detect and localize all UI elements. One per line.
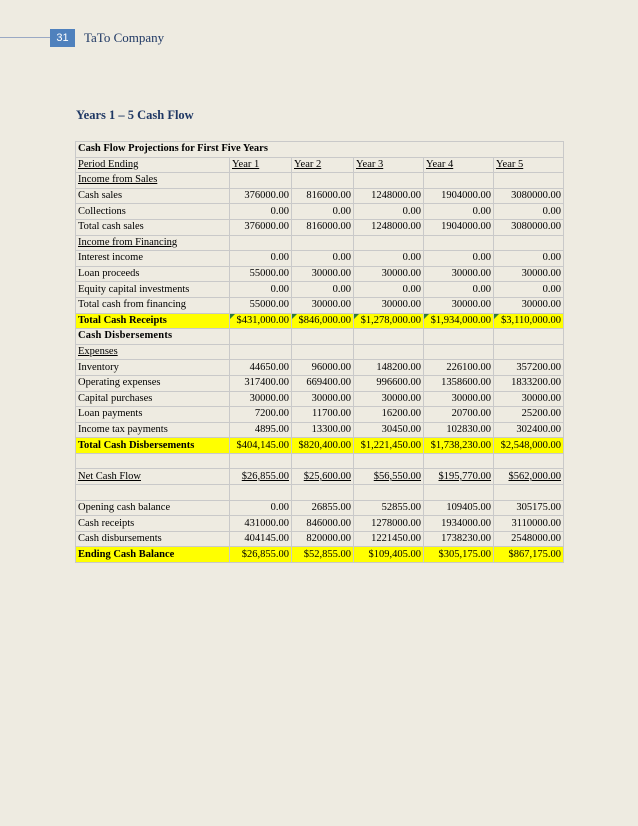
value-cell: [494, 516, 564, 532]
value-text: 0.00: [332, 252, 351, 264]
value-cell: [230, 297, 292, 313]
value-text: 102830.00: [446, 423, 491, 435]
expenses-heading: [76, 344, 564, 360]
row-label: Net Cash Flow: [76, 469, 230, 485]
value-cell: [424, 360, 494, 376]
value-text: 317400.00: [244, 377, 289, 389]
value-text: 1248000.00: [371, 190, 421, 202]
empty-cell: [292, 344, 354, 360]
row-total-cash-receipts: [76, 313, 564, 329]
value-text: $305,175.00: [438, 548, 491, 560]
value-text: 30450.00: [381, 423, 421, 435]
empty-cell: [424, 344, 494, 360]
table-title: Cash Flow Projections for First Five Years: [76, 142, 564, 158]
value-cell: [354, 531, 424, 547]
value-text: $404,145.00: [236, 439, 289, 451]
value-cell: [292, 500, 354, 516]
value-cell: [230, 282, 292, 298]
value-cell: [424, 469, 494, 485]
value-text: 669400.00: [306, 377, 351, 389]
value-cell: [494, 407, 564, 423]
year-header: Year 2: [292, 157, 354, 173]
row-label: Loan payments: [76, 407, 230, 423]
empty-cell: [494, 485, 564, 501]
year-header: Year 4: [424, 157, 494, 173]
row-label: Capital purchases: [76, 391, 230, 407]
value-cell: [230, 188, 292, 204]
row-collections: [76, 204, 564, 220]
value-cell: [230, 375, 292, 391]
value-text: 30000.00: [521, 268, 561, 280]
value-text: 0.00: [332, 283, 351, 295]
row-label: Ending Cash Balance: [76, 547, 230, 563]
row-equity-capital: [76, 282, 564, 298]
value-text: 3080000.00: [511, 221, 561, 233]
empty-cell: [292, 453, 354, 469]
value-cell: [230, 547, 292, 563]
value-text: $562,000.00: [508, 470, 561, 482]
value-cell: [424, 188, 494, 204]
empty-cell: [76, 485, 230, 501]
value-text: $1,221,450.00: [360, 439, 421, 451]
row-blank-1: [76, 453, 564, 469]
empty-cell: [354, 453, 424, 469]
value-cell: [230, 313, 292, 329]
value-cell: [230, 251, 292, 267]
row-label: Cash receipts: [76, 516, 230, 532]
empty-cell: [354, 344, 424, 360]
empty-cell: [76, 453, 230, 469]
value-text: $25,600.00: [303, 470, 351, 482]
value-cell: [424, 266, 494, 282]
value-cell: [292, 204, 354, 220]
value-cell: [230, 469, 292, 485]
row-ending-balance: [76, 547, 564, 563]
row-total-financing: [76, 297, 564, 313]
value-text: $2,548,000.00: [500, 439, 561, 451]
value-text: 25200.00: [521, 408, 561, 420]
empty-cell: [230, 344, 292, 360]
empty-cell: [494, 173, 564, 189]
row-label: Total Cash Disbersements: [76, 438, 230, 454]
row-operating-expenses: [76, 375, 564, 391]
value-cell: [230, 438, 292, 454]
value-text: 20700.00: [451, 408, 491, 420]
period-header-row: [76, 157, 564, 173]
row-label: Interest income: [76, 251, 230, 267]
value-text: 1934000.00: [441, 517, 491, 529]
empty-cell: [494, 329, 564, 345]
row-loan-payments: [76, 407, 564, 423]
row-label: Collections: [76, 204, 230, 220]
value-cell: [230, 407, 292, 423]
value-text: 0.00: [542, 205, 561, 217]
comment-marker-icon: [494, 314, 499, 319]
comment-marker-icon: [354, 314, 359, 319]
year-header: Year 5: [494, 157, 564, 173]
value-cell: [292, 391, 354, 407]
value-cell: [424, 219, 494, 235]
value-cell: [424, 422, 494, 438]
value-cell: [354, 516, 424, 532]
value-cell: [230, 219, 292, 235]
value-text: 0.00: [402, 205, 421, 217]
value-text: 2548000.00: [511, 533, 561, 545]
value-cell: [494, 204, 564, 220]
value-text: 3110000.00: [511, 517, 561, 529]
value-text: 52855.00: [381, 501, 421, 513]
value-text: 0.00: [402, 283, 421, 295]
disbursements-heading: [76, 329, 564, 345]
value-cell: [424, 391, 494, 407]
value-text: $56,550.00: [373, 470, 421, 482]
value-cell: [292, 547, 354, 563]
empty-cell: [354, 173, 424, 189]
value-text: 431000.00: [244, 517, 289, 529]
value-text: $26,855.00: [241, 548, 289, 560]
value-text: 13300.00: [311, 423, 351, 435]
value-cell: [230, 500, 292, 516]
value-text: $846,000.00: [298, 314, 351, 326]
value-cell: [424, 547, 494, 563]
value-text: 0.00: [472, 205, 491, 217]
value-cell: [494, 313, 564, 329]
value-cell: [354, 297, 424, 313]
value-cell: [354, 500, 424, 516]
row-cash-disbursements: [76, 531, 564, 547]
row-capital-purchases: [76, 391, 564, 407]
value-cell: [494, 360, 564, 376]
value-cell: [354, 282, 424, 298]
value-cell: [292, 251, 354, 267]
value-cell: [494, 531, 564, 547]
empty-cell: [424, 485, 494, 501]
value-cell: [230, 204, 292, 220]
value-text: $26,855.00: [241, 470, 289, 482]
page-header: [0, 29, 638, 47]
value-cell: [424, 500, 494, 516]
empty-cell: [494, 453, 564, 469]
row-label: Total cash from financing: [76, 297, 230, 313]
row-opening-balance: [76, 500, 564, 516]
row-net-cash-flow: [76, 469, 564, 485]
row-label: Total cash sales: [76, 219, 230, 235]
value-text: 1833200.00: [511, 377, 561, 389]
empty-cell: [292, 485, 354, 501]
section-title: Years 1 – 5 Cash Flow: [76, 108, 194, 122]
comment-marker-icon: [230, 314, 235, 319]
value-text: $3,110,000.00: [501, 314, 561, 326]
value-text: 404145.00: [244, 533, 289, 545]
value-text: $52,855.00: [303, 548, 351, 560]
value-text: 305175.00: [516, 501, 561, 513]
value-cell: [292, 282, 354, 298]
value-text: 30000.00: [451, 268, 491, 280]
value-text: 0.00: [270, 205, 289, 217]
value-cell: [424, 313, 494, 329]
value-text: 55000.00: [249, 299, 289, 311]
value-text: 26855.00: [311, 501, 351, 513]
value-cell: [494, 251, 564, 267]
value-cell: [354, 313, 424, 329]
value-cell: [292, 313, 354, 329]
empty-cell: [424, 329, 494, 345]
year-header: Year 1: [230, 157, 292, 173]
value-text: $867,175.00: [508, 548, 561, 560]
value-text: 0.00: [402, 252, 421, 264]
value-text: 1358600.00: [441, 377, 491, 389]
value-cell: [354, 204, 424, 220]
value-cell: [292, 219, 354, 235]
row-label: Loan proceeds: [76, 266, 230, 282]
value-text: 44650.00: [249, 361, 289, 373]
empty-cell: [424, 235, 494, 251]
row-label: Cash disbursements: [76, 531, 230, 547]
empty-cell: [494, 235, 564, 251]
empty-cell: [354, 329, 424, 345]
value-text: $1,738,230.00: [430, 439, 491, 451]
value-text: 996600.00: [376, 377, 421, 389]
empty-cell: [292, 329, 354, 345]
empty-cell: [230, 329, 292, 345]
value-text: $820,400.00: [298, 439, 351, 451]
expenses-heading-label: Expenses: [76, 344, 230, 360]
row-blank-2: [76, 485, 564, 501]
value-text: 30000.00: [381, 392, 421, 404]
value-text: 0.00: [270, 252, 289, 264]
value-text: 148200.00: [376, 361, 421, 373]
value-cell: [494, 469, 564, 485]
value-cell: [354, 360, 424, 376]
value-cell: [354, 422, 424, 438]
value-text: 376000.00: [244, 190, 289, 202]
value-text: 11700.00: [312, 408, 351, 420]
value-cell: [354, 438, 424, 454]
value-cell: [292, 266, 354, 282]
value-text: 30000.00: [311, 268, 351, 280]
value-cell: [354, 547, 424, 563]
table-title: [76, 142, 564, 158]
value-text: 30000.00: [451, 299, 491, 311]
value-text: 30000.00: [521, 392, 561, 404]
value-cell: [424, 204, 494, 220]
value-cell: [230, 531, 292, 547]
income-sales-heading-label: Income from Sales: [76, 173, 230, 189]
value-cell: [494, 500, 564, 516]
income-financing-heading: [76, 235, 564, 251]
value-cell: [424, 282, 494, 298]
value-cell: [230, 266, 292, 282]
empty-cell: [424, 453, 494, 469]
value-cell: [354, 188, 424, 204]
row-label: Income tax payments: [76, 422, 230, 438]
value-text: 816000.00: [306, 221, 351, 233]
value-text: 0.00: [332, 205, 351, 217]
comment-marker-icon: [292, 314, 297, 319]
empty-cell: [424, 173, 494, 189]
value-cell: [292, 407, 354, 423]
row-cash-receipts: [76, 516, 564, 532]
value-text: 820000.00: [306, 533, 351, 545]
value-text: $1,278,000.00: [360, 314, 421, 326]
value-text: 30000.00: [311, 299, 351, 311]
value-text: $195,770.00: [438, 470, 491, 482]
value-text: 1738230.00: [441, 533, 491, 545]
value-text: 357200.00: [516, 361, 561, 373]
row-inventory: [76, 360, 564, 376]
value-cell: [494, 188, 564, 204]
value-cell: [354, 469, 424, 485]
row-label: Inventory: [76, 360, 230, 376]
value-text: 0.00: [472, 283, 491, 295]
value-text: 30000.00: [451, 392, 491, 404]
value-cell: [494, 438, 564, 454]
value-text: 4895.00: [254, 423, 289, 435]
value-cell: [424, 407, 494, 423]
value-cell: [292, 188, 354, 204]
value-text: 0.00: [542, 283, 561, 295]
value-cell: [494, 297, 564, 313]
value-cell: [494, 391, 564, 407]
value-text: 376000.00: [244, 221, 289, 233]
value-text: 30000.00: [521, 299, 561, 311]
empty-cell: [230, 485, 292, 501]
value-cell: [292, 516, 354, 532]
value-text: 1904000.00: [441, 190, 491, 202]
value-text: 0.00: [270, 501, 289, 513]
value-cell: [354, 251, 424, 267]
row-total-disbursements: [76, 438, 564, 454]
value-cell: [424, 531, 494, 547]
value-cell: [424, 375, 494, 391]
value-cell: [292, 438, 354, 454]
value-text: 30000.00: [249, 392, 289, 404]
empty-cell: [354, 485, 424, 501]
value-cell: [292, 360, 354, 376]
value-cell: [354, 375, 424, 391]
empty-cell: [230, 235, 292, 251]
value-text: 16200.00: [381, 408, 421, 420]
value-text: 30000.00: [381, 299, 421, 311]
value-text: 1904000.00: [441, 221, 491, 233]
year-header: Year 3: [354, 157, 424, 173]
value-text: 7200.00: [254, 408, 289, 420]
value-cell: [354, 219, 424, 235]
value-cell: [292, 422, 354, 438]
value-cell: [424, 251, 494, 267]
row-label: Equity capital investments: [76, 282, 230, 298]
period-ending-label: Period Ending: [76, 157, 230, 173]
value-cell: [494, 547, 564, 563]
value-cell: [424, 438, 494, 454]
value-cell: [292, 531, 354, 547]
value-cell: [494, 422, 564, 438]
value-cell: [292, 469, 354, 485]
value-cell: [494, 375, 564, 391]
value-text: 0.00: [472, 252, 491, 264]
income-financing-heading-label: Income from Financing: [76, 235, 230, 251]
value-text: $431,000.00: [236, 314, 289, 326]
row-income-tax: [76, 422, 564, 438]
disbursements-heading-label: Cash Disbersements: [76, 329, 230, 345]
value-cell: [424, 297, 494, 313]
value-cell: [354, 391, 424, 407]
page-number: 31: [50, 29, 75, 47]
empty-cell: [230, 173, 292, 189]
row-total-cash-sales: [76, 219, 564, 235]
value-cell: [494, 219, 564, 235]
value-text: 0.00: [270, 283, 289, 295]
value-text: 3080000.00: [511, 190, 561, 202]
row-label: Cash sales: [76, 188, 230, 204]
value-cell: [230, 360, 292, 376]
comment-marker-icon: [424, 314, 429, 319]
value-text: 1278000.00: [371, 517, 421, 529]
row-cash-sales: [76, 188, 564, 204]
value-text: 846000.00: [306, 517, 351, 529]
value-cell: [354, 407, 424, 423]
value-text: 96000.00: [311, 361, 351, 373]
value-cell: [230, 391, 292, 407]
value-cell: [494, 266, 564, 282]
row-loan-proceeds: [76, 266, 564, 282]
value-cell: [292, 375, 354, 391]
value-cell: [230, 516, 292, 532]
empty-cell: [354, 235, 424, 251]
row-label: Opening cash balance: [76, 500, 230, 516]
value-text: $1,934,000.00: [430, 314, 491, 326]
value-text: $109,405.00: [368, 548, 421, 560]
value-text: 1221450.00: [371, 533, 421, 545]
value-text: 302400.00: [516, 423, 561, 435]
value-cell: [424, 516, 494, 532]
empty-cell: [292, 173, 354, 189]
row-label: Operating expenses: [76, 375, 230, 391]
company-name: TaTo Company: [84, 30, 165, 45]
value-text: 0.00: [542, 252, 561, 264]
value-cell: [292, 297, 354, 313]
empty-cell: [230, 453, 292, 469]
row-interest-income: [76, 251, 564, 267]
empty-cell: [494, 344, 564, 360]
value-text: 1248000.00: [371, 221, 421, 233]
value-text: 30000.00: [381, 268, 421, 280]
value-text: 30000.00: [311, 392, 351, 404]
value-text: 109405.00: [446, 501, 491, 513]
value-cell: [494, 282, 564, 298]
row-label: Total Cash Receipts: [76, 313, 230, 329]
value-text: 55000.00: [249, 268, 289, 280]
value-text: 816000.00: [306, 190, 351, 202]
empty-cell: [292, 235, 354, 251]
value-cell: [230, 422, 292, 438]
cash-flow-table: [75, 141, 564, 563]
value-text: 226100.00: [446, 361, 491, 373]
value-cell: [354, 266, 424, 282]
income-sales-heading: [76, 173, 564, 189]
